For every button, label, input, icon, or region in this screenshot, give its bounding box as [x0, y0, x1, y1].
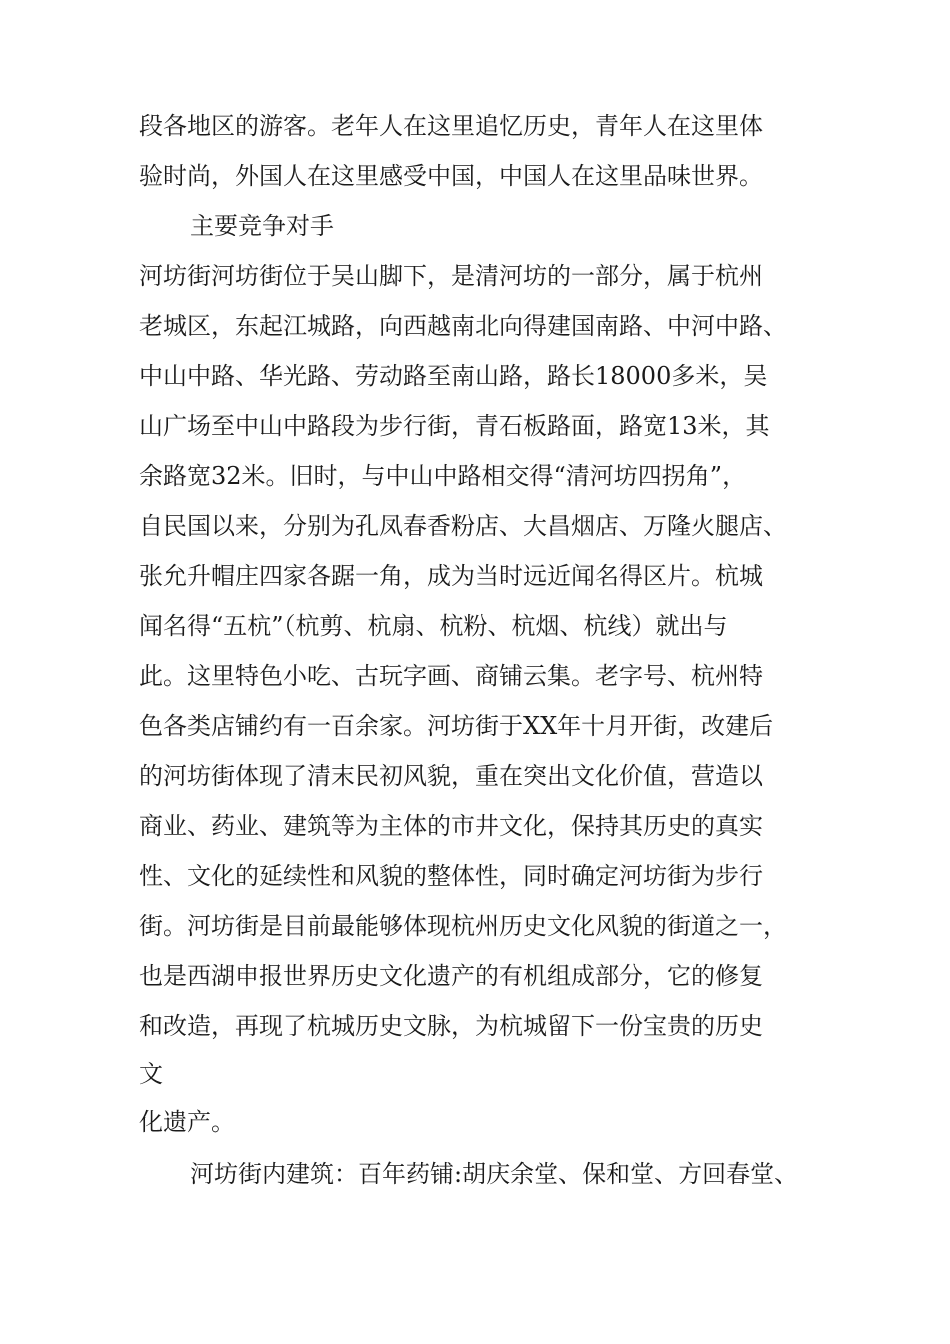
text-line: 段各地区的游客。老年人在这里追忆历史，青年人在这里体 — [139, 112, 763, 140]
text-line: 化遗产。 — [139, 1108, 235, 1136]
text-line: 余路宽32米。旧时，与中山中路相交得“清河坊四拐角”， — [139, 462, 747, 490]
text-line: 文 — [139, 1060, 163, 1088]
text-line: 商业、药业、建筑等为主体的市井文化，保持其历史的真实 — [139, 812, 763, 840]
text-line: 此。这里特色小吃、古玩字画、商铺云集。老字号、杭州特 — [139, 662, 763, 690]
text-line: 河坊街内建筑：百年药铺:胡庆余堂、保和堂、方回春堂、 — [190, 1160, 799, 1188]
text-line: 和改造，再现了杭城历史文脉，为杭城留下一份宝贵的历史 — [139, 1012, 763, 1040]
text-line: 老城区，东起江城路，向西越南北向得建国南路、中河中路、 — [139, 312, 787, 340]
text-line: 河坊街河坊街位于吴山脚下，是清河坊的一部分，属于杭州 — [139, 262, 763, 290]
text-line: 也是西湖申报世界历史文化遗产的有机组成部分，它的修复 — [139, 962, 763, 990]
text-line: 中山中路、华光路、劳动路至南山路，路长18000多米，吴 — [139, 362, 768, 390]
text-line: 张允升帽庄四家各踞一角，成为当时远近闻名得区片。杭城 — [139, 562, 763, 590]
text-line: 色各类店铺约有一百余家。河坊街于XX年十月开街，改建后 — [139, 712, 774, 740]
text-line: 自民国以来，分别为孔凤春香粉店、大昌烟店、万隆火腿店、 — [139, 512, 787, 540]
text-line: 的河坊街体现了清末民初风貌，重在突出文化价值，营造以 — [139, 762, 763, 790]
section-heading: 主要竞争对手 — [190, 212, 334, 240]
text-line: 性、文化的延续性和风貌的整体性，同时确定河坊街为步行 — [139, 862, 763, 890]
text-line: 验时尚，外国人在这里感受中国，中国人在这里品味世界。 — [139, 162, 763, 190]
text-line: 山广场至中山中路段为步行街，青石板路面，路宽13米，其 — [139, 412, 770, 440]
text-line: 闻名得“五杭”（杭剪、杭扇、杭粉、杭烟、杭线）就出与 — [139, 612, 728, 640]
text-line: 街。河坊街是目前最能够体现杭州历史文化风貌的街道之一， — [139, 912, 787, 940]
